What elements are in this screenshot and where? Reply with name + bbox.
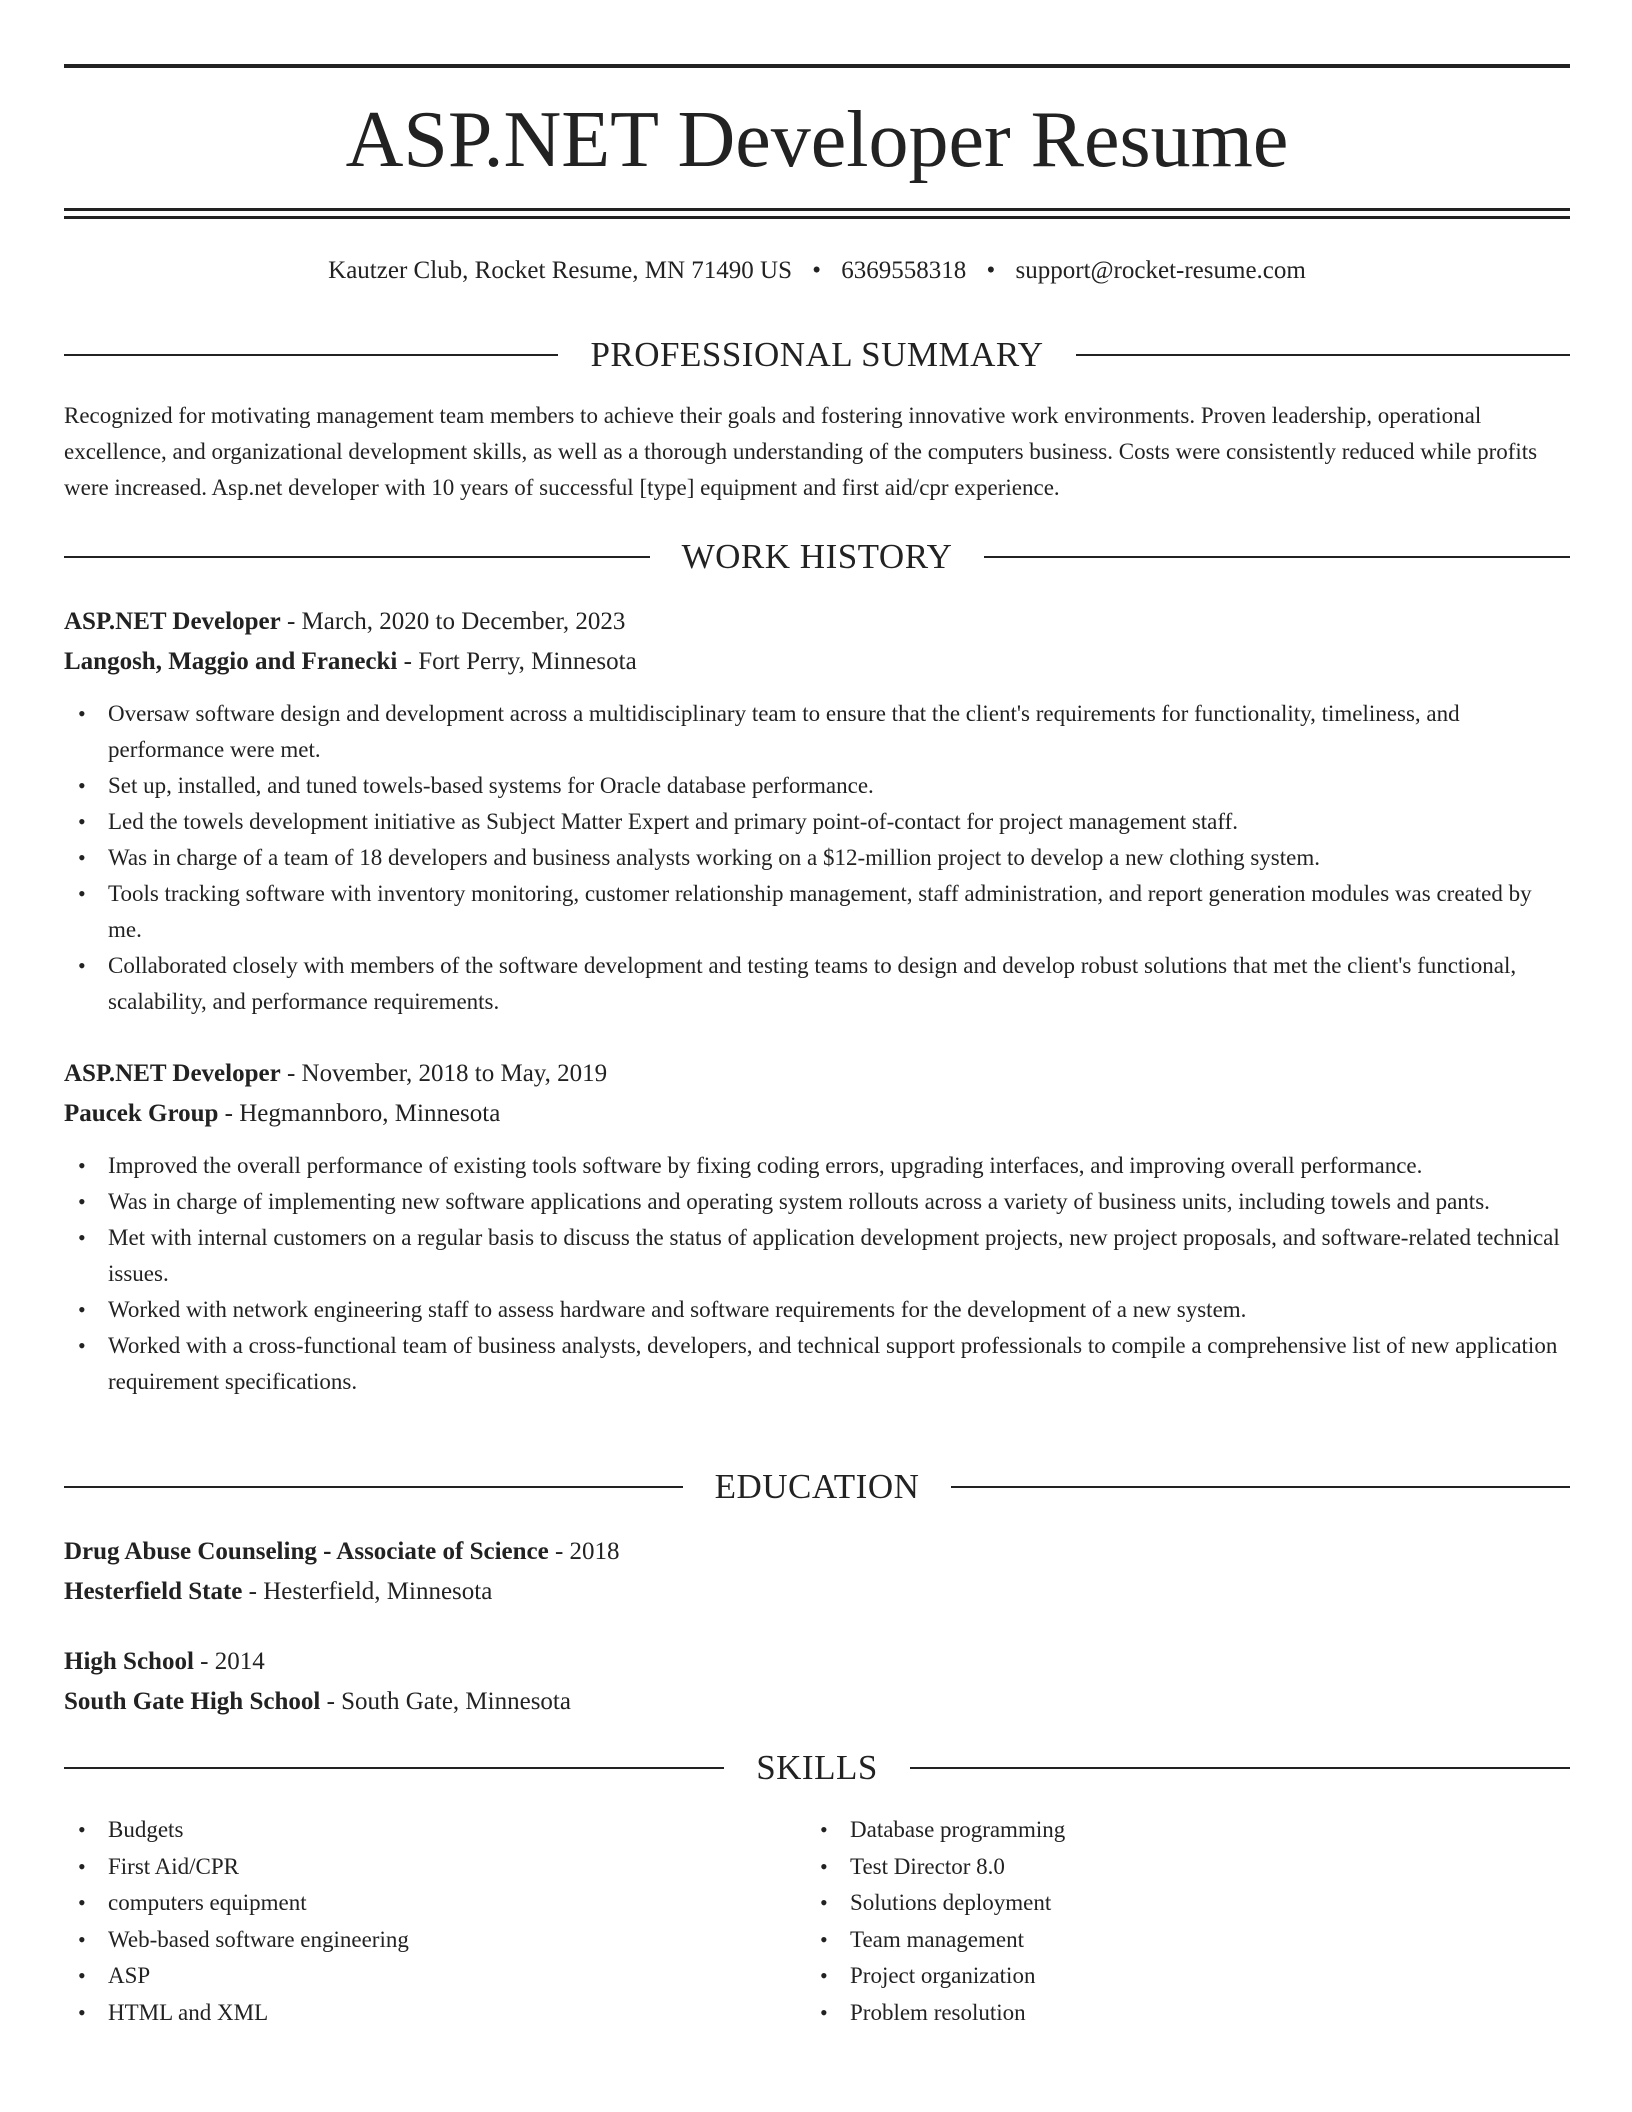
list-item: • Collaborated closely with members of the software development and testing teams to design and develop robust solutions that met the client's functional, scalability, and performance requirements. — [64, 948, 1570, 1020]
heading-rule-left — [64, 1767, 724, 1769]
heading-rule-right — [984, 556, 1570, 558]
contact-address: Kautzer Club, Rocket Resume, MN 71490 US — [328, 257, 792, 284]
job-title-line — [64, 1054, 1570, 1094]
education-degree: Drug Abuse Counseling - Associate of Science — [64, 1538, 549, 1565]
skill-item: • Database programming — [806, 1812, 1506, 1849]
list-item: • Tools tracking software with inventory monitoring, customer relationship management, staff administration, and report generation modules was created by me. — [64, 876, 1570, 948]
title-double-rule-lower — [64, 216, 1570, 219]
list-item: • Worked with network engineering staff to assess hardware and software requirements for the development of a new system. — [64, 1292, 1570, 1328]
section-heading-education — [64, 1467, 1570, 1507]
heading-rule-left — [64, 556, 650, 558]
education-degree-line — [64, 1642, 1570, 1682]
skill-item: • First Aid/CPR — [64, 1849, 764, 1886]
heading-rule-right — [910, 1767, 1570, 1769]
job-location: - Hegmannboro, Minnesota — [218, 1100, 501, 1127]
education-school: South Gate High School — [64, 1688, 321, 1715]
job-role: ASP.NET Developer — [64, 1060, 281, 1087]
list-item: • Set up, installed, and tuned towels-based systems for Oracle database performance. — [64, 768, 1570, 804]
job-location: - Fort Perry, Minnesota — [397, 648, 637, 675]
skill-item: • Web-based software engineering — [64, 1922, 764, 1959]
section-heading-work-history — [64, 537, 1570, 577]
education-school-line — [64, 1572, 1570, 1612]
summary-text: Recognized for motivating management team members to achieve their goals and fostering innovative work environments. Proven leadership, operational excellence, and organizational development skills, as well as a thorough understanding of the computers business. Costs were consistently reduced while profits were increased. Asp.net developer with 10 years of successful [type] equipment and first aid/cpr experience. — [64, 403, 1538, 500]
education-school: Hesterfield State — [64, 1578, 243, 1605]
list-item: • Worked with a cross-functional team of business analysts, developers, and technical support professionals to compile a comprehensive list of new application requirement specifications. — [64, 1328, 1570, 1400]
job-title-line — [64, 602, 1570, 642]
page-title: ASP.NET Developer Resume — [345, 96, 1289, 184]
contact-separator: • — [812, 257, 822, 284]
skill-item: • computers equipment — [64, 1885, 764, 1922]
section-heading-label: EDUCATION — [714, 1467, 920, 1506]
skill-item: • ASP — [64, 1958, 764, 1995]
skill-item: • HTML and XML — [64, 1995, 764, 2032]
contact-separator: • — [986, 257, 996, 284]
section-heading-label: PROFESSIONAL SUMMARY — [590, 335, 1044, 374]
heading-rule-left — [64, 1486, 683, 1488]
skill-item: • Project organization — [806, 1958, 1506, 1995]
list-item: • Oversaw software design and development across a multidisciplinary team to ensure that the client's requirements for functionality, timeliness, and performance were met. — [64, 696, 1570, 768]
section-heading-summary — [64, 335, 1570, 375]
heading-rule-right — [951, 1486, 1570, 1488]
education-location: - South Gate, Minnesota — [320, 1688, 571, 1715]
skills-list-right — [806, 1812, 1506, 2031]
skill-item: • Team management — [806, 1922, 1506, 1959]
list-item: • Was in charge of implementing new software applications and operating system rollouts across a variety of business units, including towels and pants. — [64, 1184, 1570, 1220]
list-item: • Met with internal customers on a regular basis to discuss the status of application development projects, new project proposals, and software-related technical issues. — [64, 1220, 1570, 1292]
list-item: • Improved the overall performance of existing tools software by fixing coding errors, upgrading interfaces, and improving overall performance. — [64, 1148, 1570, 1184]
skills-list-left — [64, 1812, 764, 2031]
skill-item: • Test Director 8.0 — [806, 1849, 1506, 1886]
education-year: - 2018 — [548, 1538, 620, 1565]
list-item: • Was in charge of a team of 18 developers and business analysts working on a $12-million project to develop a new clothing system. — [64, 840, 1570, 876]
section-heading-label: WORK HISTORY — [681, 537, 953, 576]
section-heading-skills — [64, 1748, 1570, 1788]
job-company-line — [64, 642, 1570, 682]
job-company-line — [64, 1094, 1570, 1134]
job-dates: - March, 2020 to December, 2023 — [280, 608, 626, 635]
contact-email: support@rocket-resume.com — [1015, 257, 1306, 284]
job-bullet-list — [64, 696, 1570, 1020]
top-rule — [64, 64, 1570, 68]
section-heading-label: SKILLS — [756, 1748, 878, 1787]
title-double-rule-upper — [64, 208, 1570, 211]
job-dates: - November, 2018 to May, 2019 — [280, 1060, 608, 1087]
job-bullet-list — [64, 1148, 1570, 1400]
education-year: - 2014 — [193, 1648, 265, 1675]
education-school-line — [64, 1682, 1570, 1722]
heading-rule-left — [64, 354, 558, 356]
heading-rule-right — [1076, 354, 1570, 356]
education-degree: High School — [64, 1648, 194, 1675]
contact-phone: 6369558318 — [841, 257, 967, 284]
job-company: Paucek Group — [64, 1100, 219, 1127]
education-degree-line — [64, 1532, 1570, 1572]
list-item: • Led the towels development initiative as Subject Matter Expert and primary point-of-contact for project management staff. — [64, 804, 1570, 840]
skill-item: • Problem resolution — [806, 1995, 1506, 2032]
skill-item: • Budgets — [64, 1812, 764, 1849]
skill-item: • Solutions deployment — [806, 1885, 1506, 1922]
education-location: - Hesterfield, Minnesota — [242, 1578, 493, 1605]
job-role: ASP.NET Developer — [64, 608, 281, 635]
contact-line — [64, 253, 1570, 289]
job-company: Langosh, Maggio and Franecki — [64, 648, 398, 675]
